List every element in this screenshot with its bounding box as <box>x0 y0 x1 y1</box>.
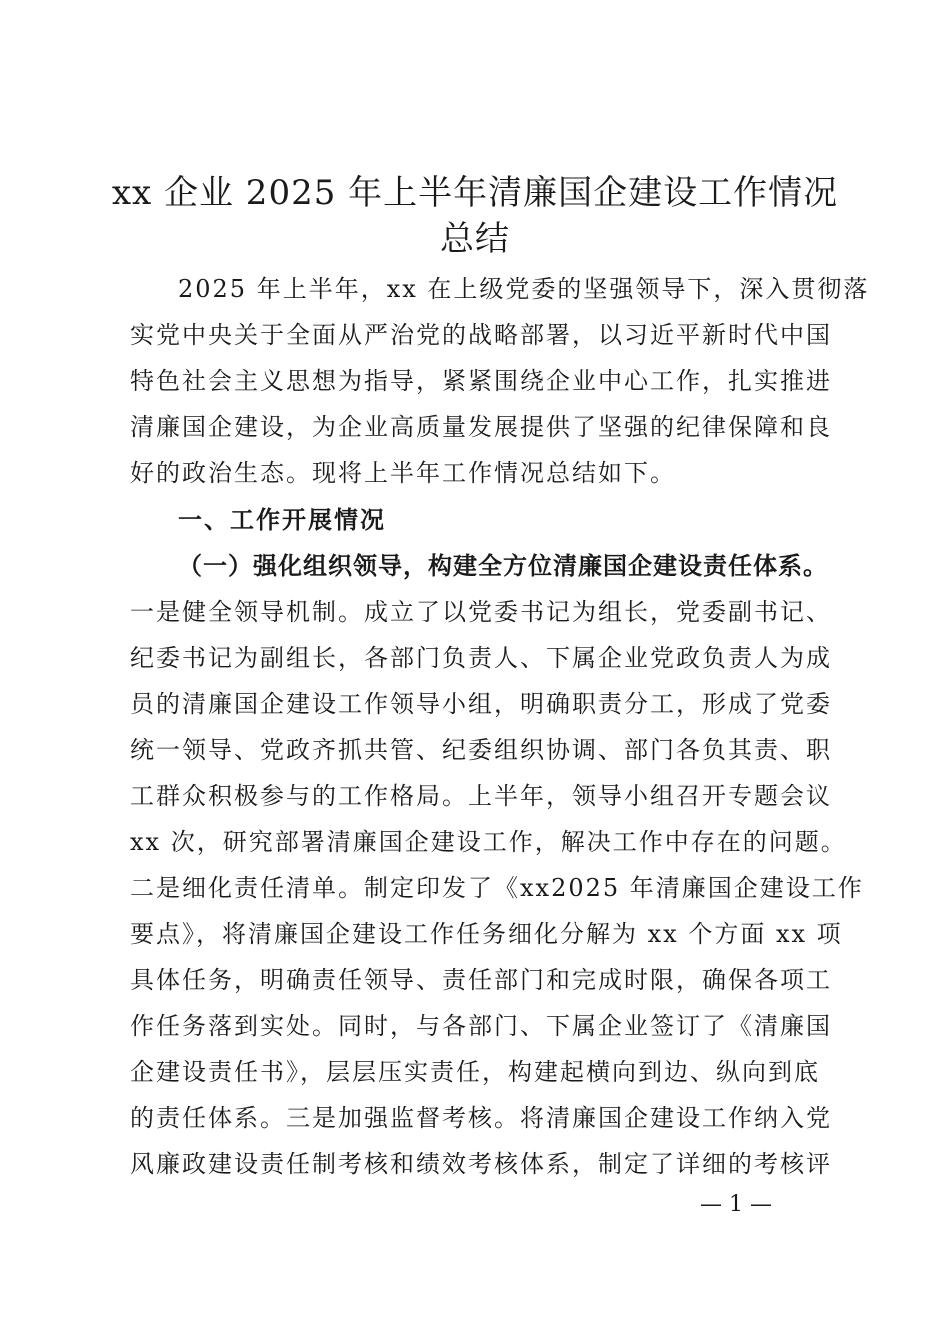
paragraph-line: 二是细化责任清单。制定印发了《xx2025 年清廉国企建设工作 <box>130 874 864 902</box>
document-title-line-2: 总结 <box>440 219 510 259</box>
paragraph-line: 作任务落到实处。同时，与各部门、下属企业签订了《清廉国 <box>130 1012 832 1040</box>
paragraph-line: 员的清廉国企建设工作领导小组，明确职责分工，形成了党委 <box>130 690 832 718</box>
paragraph-line: 具体任务，明确责任领导、责任部门和完成时限，确保各项工 <box>130 966 832 994</box>
paragraph-line: 要点》，将清廉国企建设工作任务细化分解为 xx 个方面 xx 项 <box>130 920 843 948</box>
document-title-line-1: xx 企业 2025 年上半年清廉国企建设工作情况 <box>111 173 839 213</box>
page-number: — 1 — <box>700 1192 772 1217</box>
subsection-heading: （一）强化组织领导，构建全方位清廉国企建设责任体系。 <box>178 551 828 580</box>
paragraph-line: 纪委书记为副组长，各部门负责人、下属企业党政负责人为成 <box>130 644 832 672</box>
section-heading: 一、工作开展情况 <box>178 506 386 534</box>
paragraph-line: 企建设责任书》，层层压实责任，构建起横向到边、纵向到底 <box>130 1058 820 1086</box>
paragraph-line: 2025 年上半年，xx 在上级党委的坚强领导下，深入贯彻落 <box>178 275 870 303</box>
paragraph-line: 一是健全领导机制。成立了以党委书记为组长，党委副书记、 <box>130 598 832 626</box>
paragraph-line: 统一领导、党政齐抓共管、纪委组织协调、部门各负其责、职 <box>130 736 832 764</box>
paragraph-line: 风廉政建设责任制考核和绩效考核体系，制定了详细的考核评 <box>130 1150 832 1178</box>
paragraph-line: 清廉国企建设，为企业高质量发展提供了坚强的纪律保障和良 <box>130 413 832 441</box>
paragraph-line: 工群众积极参与的工作格局。上半年，领导小组召开专题会议 <box>130 782 832 810</box>
paragraph-line: xx 次，研究部署清廉国企建设工作，解决工作中存在的问题。 <box>130 828 847 856</box>
paragraph-line: 实党中央关于全面从严治党的战略部署，以习近平新时代中国 <box>130 321 832 349</box>
paragraph-line: 的责任体系。三是加强监督考核。将清廉国企建设工作纳入党 <box>130 1104 832 1132</box>
paragraph-line: 好的政治生态。现将上半年工作情况总结如下。 <box>130 459 676 487</box>
paragraph-line: 特色社会主义思想为指导，紧紧围绕企业中心工作，扎实推进 <box>130 367 832 395</box>
